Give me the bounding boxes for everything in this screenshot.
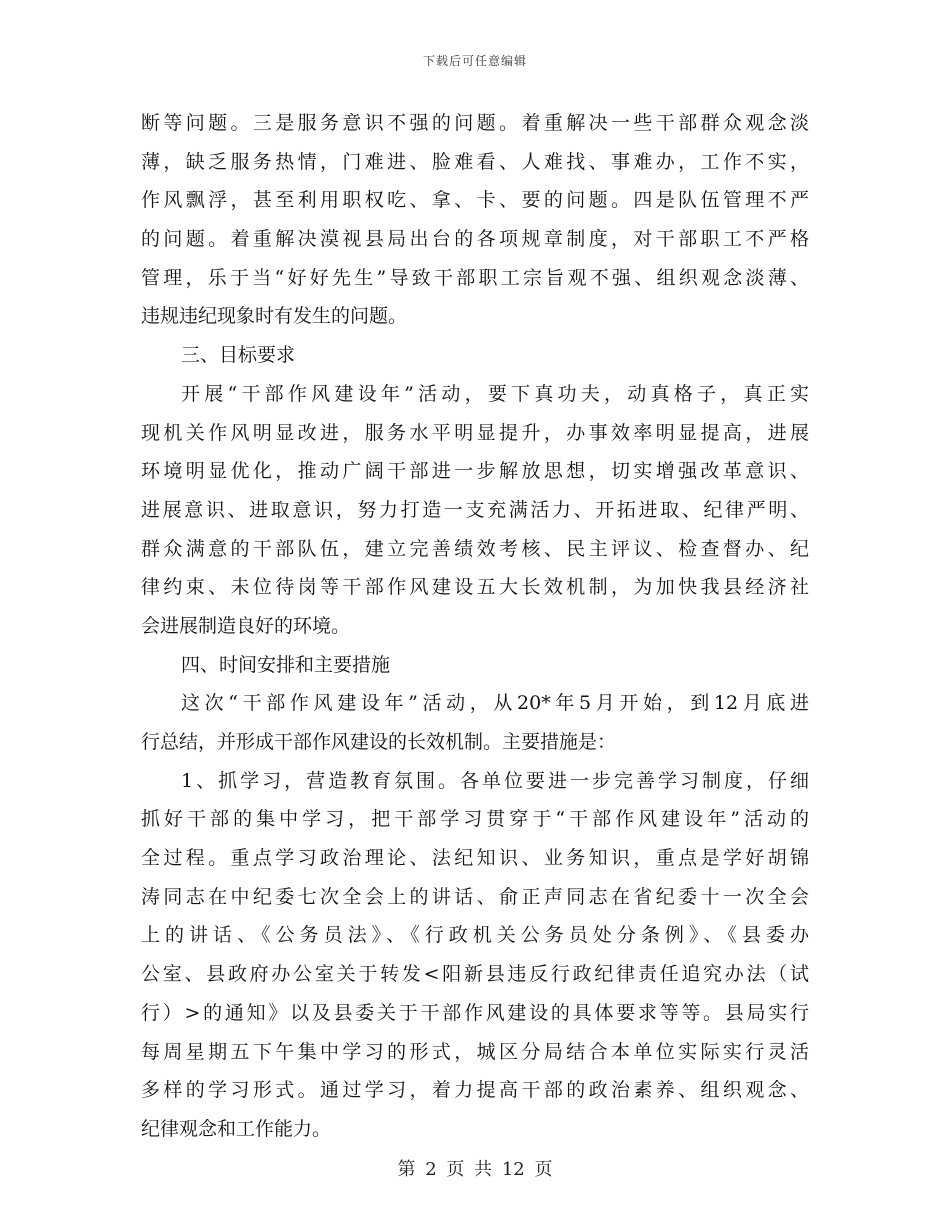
text-line: 这次“干部作风建设年”活动，从20*年5月开始，到12月底进 — [181, 692, 809, 715]
text-line: 四、时间安排和主要措施 — [181, 653, 391, 676]
text-line: 管理，乐于当“好好先生”导致干部职工宗旨观不强、组织观念淡薄、 — [141, 266, 809, 289]
text-line: 进展意识、进取意识，努力打造一支充满活力、开拓进取、纪律严明、 — [141, 498, 809, 521]
text-line: 律约束、未位待岗等干部作风建设五大长效机制，为加快我县经济社 — [141, 576, 809, 599]
text-line: 每周星期五下午集中学习的形式，城区分局结合本单位实际实行灵活 — [141, 1040, 809, 1063]
body-text — [141, 104, 809, 1149]
page-footer: 第 2 页 共 12 页 — [397, 1159, 553, 1180]
text-line: 作风飘浮，甚至利用职权吃、拿、卡、要的问题。四是队伍管理不严 — [141, 189, 809, 212]
text-line: 行）>的通知》以及县委关于干部作风建设的具体要求等等。县局实行 — [141, 1001, 809, 1024]
text-line: 断等问题。三是服务意识不强的问题。着重解决一些干部群众观念淡 — [141, 112, 809, 134]
text-line: 环境明显优化，推动广阔干部进一步解放思想，切实增强改革意识、 — [141, 460, 809, 483]
text-line: 的问题。着重解决漠视县局出台的各项规章制度，对干部职工不严格 — [141, 228, 809, 251]
text-line: 开展“干部作风建设年”活动，要下真功夫，动真格子，真正实 — [181, 382, 809, 405]
text-line: 会进展制造良好的环境。 — [141, 614, 351, 637]
text-line: 纪律观念和工作能力。 — [141, 1117, 332, 1140]
text-line: 抓好干部的集中学习，把干部学习贯穿于“干部作风建设年”活动的 — [141, 808, 809, 831]
text-line: 行总结，并形成干部作风建设的长效机制。主要措施是： — [141, 731, 617, 753]
text-line: 公室、县政府办公室关于转发<阳新县违反行政纪律责任追究办法（试 — [141, 963, 809, 986]
text-line: 薄，缺乏服务热情，门难进、脸难看、人难找、事难办，工作不实， — [141, 150, 809, 173]
text-line: 多样的学习形式。通过学习，着力提高干部的政治素养、组织观念、 — [141, 1079, 809, 1102]
text-line: 全过程。重点学习政治理论、法纪知识、业务知识，重点是学好胡锦 — [141, 847, 809, 870]
text-line: 1、抓学习，营造教育氛围。各单位要进一步完善学习制度，仔细 — [181, 769, 809, 792]
page-header: 下载后可任意编辑 — [422, 54, 527, 68]
text-line: 群众满意的干部队伍，建立完善绩效考核、民主评议、检查督办、纪 — [141, 537, 809, 560]
text-line: 三、目标要求 — [181, 344, 296, 367]
text-line: 涛同志在中纪委七次全会上的讲话、俞正声同志在省纪委十一次全会 — [141, 885, 809, 908]
text-line: 上的讲话、《公务员法》、《行政机关公务员处分条例》、《县委办 — [141, 924, 809, 947]
text-line: 违规违纪现象时有发生的问题。 — [141, 305, 408, 328]
text-line: 现机关作风明显改进，服务水平明显提升，办事效率明显提高，进展 — [141, 421, 809, 444]
